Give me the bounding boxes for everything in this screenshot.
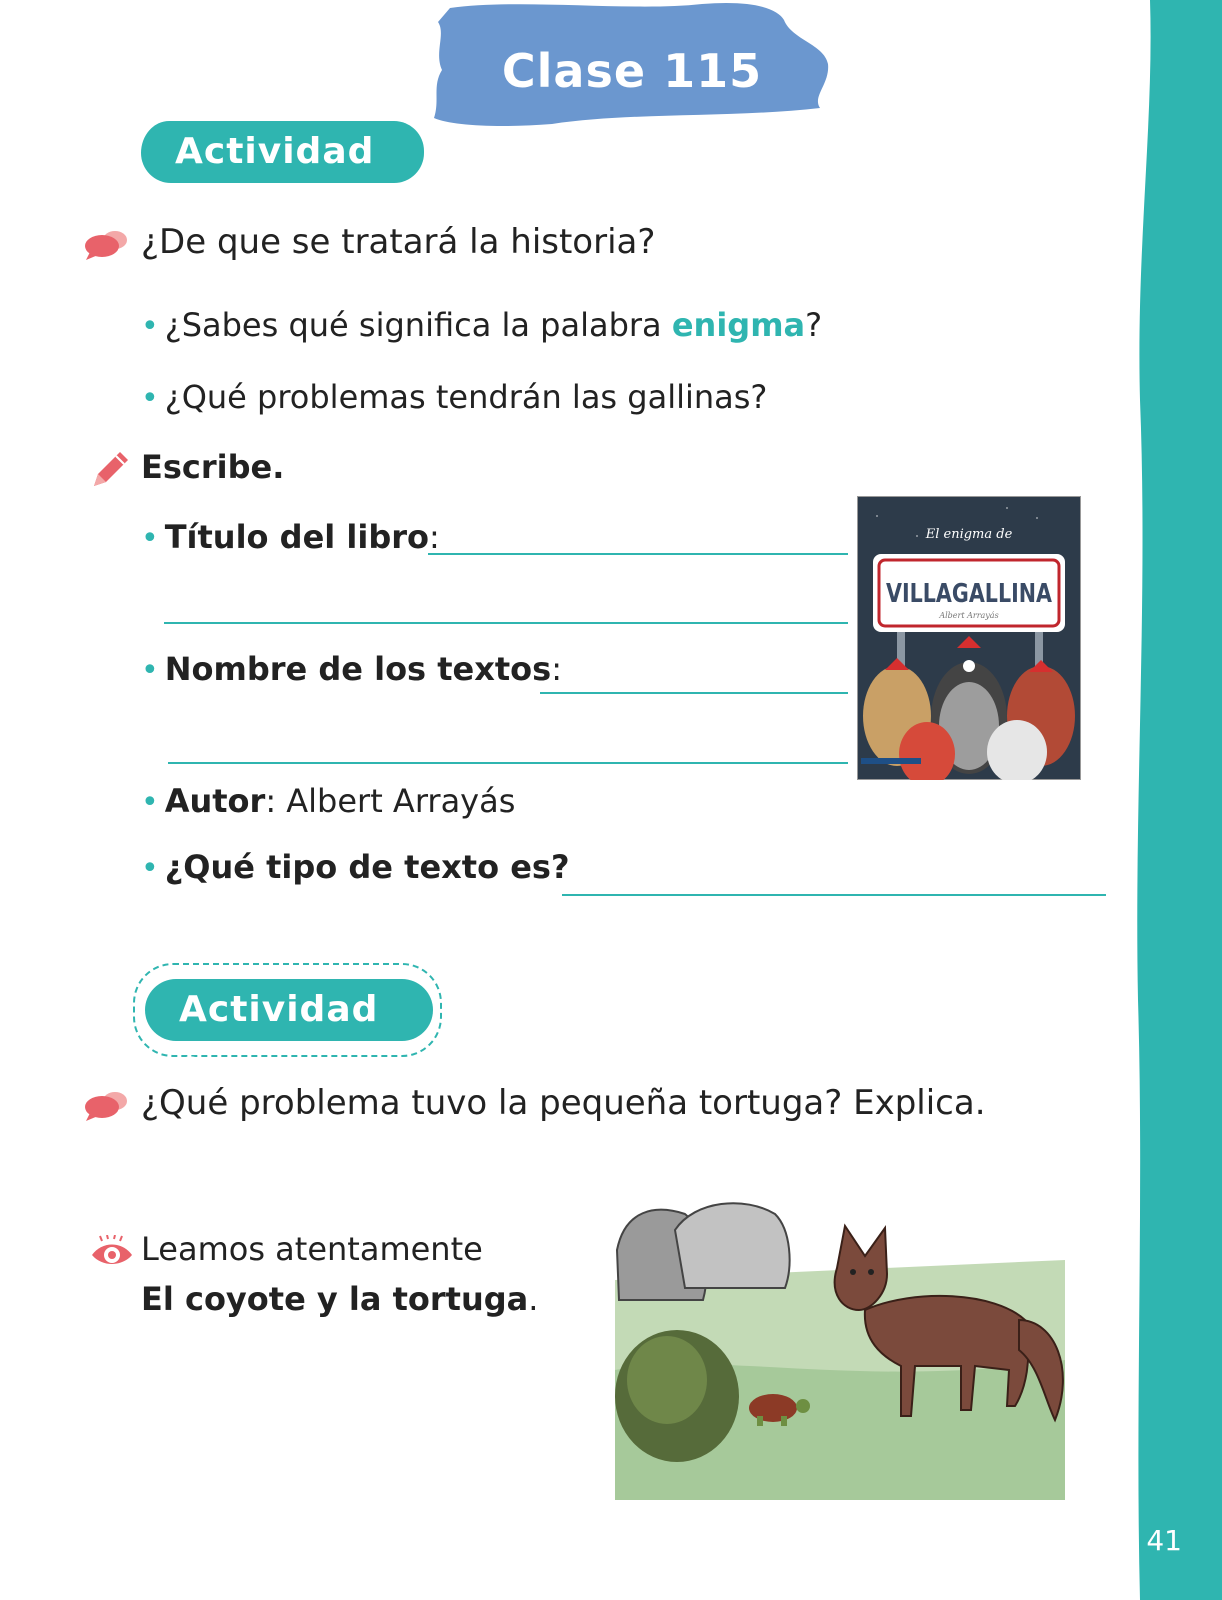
cover-sign-text: VILLAGALLINA <box>886 579 1052 609</box>
field-sep: : <box>265 782 287 820</box>
read-instruction: Leamos atentamente <box>141 1230 483 1268</box>
class-title: Clase 115 <box>501 44 763 98</box>
story-period: . <box>528 1280 539 1318</box>
pencil-icon <box>88 448 132 492</box>
eye-icon <box>90 1235 134 1269</box>
field-text-type <box>141 848 570 886</box>
side-margin-strip <box>1130 0 1222 1600</box>
author-value: Albert Arrayás <box>286 782 516 820</box>
book-cover-image <box>857 496 1081 780</box>
bullet-dot: • <box>141 309 159 344</box>
field-author <box>141 782 515 820</box>
bullet-dot: • <box>141 785 159 820</box>
bullet-enigma <box>141 306 822 344</box>
story-title-line <box>141 1280 538 1318</box>
field-colon: : <box>551 650 562 688</box>
texts-name-answer-line-2[interactable] <box>168 762 848 764</box>
speech-bubbles-icon <box>82 228 132 262</box>
activity-2-question: ¿Qué problema tuvo la pequeña tortuga? Explica. <box>141 1083 986 1123</box>
bullet-problems <box>141 378 767 416</box>
cover-top-text: El enigma de <box>925 527 1013 542</box>
book-title-answer-line-2[interactable] <box>164 622 848 624</box>
highlight-word: enigma <box>671 306 806 344</box>
activity-2-badge: Actividad 2 <box>145 979 433 1041</box>
coyote-turtle-illustration <box>615 1170 1065 1500</box>
field-book-title-label <box>141 518 440 556</box>
write-instruction: Escribe. <box>141 448 285 486</box>
text-type-answer-line[interactable] <box>562 894 1106 896</box>
bullet-dot: • <box>141 381 159 416</box>
texts-name-answer-line-1[interactable] <box>540 692 848 694</box>
page-number: 41 <box>1146 1524 1182 1557</box>
bullet-dot: • <box>141 851 159 886</box>
bullet-text-end: ? <box>805 306 823 344</box>
bullet-text: ¿Qué problemas tendrán las gallinas? <box>164 378 768 416</box>
bullet-dot: • <box>141 653 159 688</box>
activity-1-question: ¿De que se tratará la historia? <box>141 222 656 262</box>
activity-1-badge: Actividad 1 <box>141 121 424 183</box>
field-colon: : <box>429 518 440 556</box>
cover-author-small: Albert Arrayás <box>939 611 999 620</box>
book-title-answer-line-1[interactable] <box>428 553 848 555</box>
field-label: ¿Qué tipo de texto es? <box>164 848 570 886</box>
bullet-dot: • <box>141 521 159 556</box>
story-title: El coyote y la tortuga <box>141 1280 529 1318</box>
field-label: Título del libro <box>164 518 429 556</box>
field-texts-name-label <box>141 650 562 688</box>
speech-bubbles-icon <box>82 1089 132 1123</box>
field-label: Autor <box>164 782 266 820</box>
bullet-text: ¿Sabes qué significa la palabra <box>164 306 672 344</box>
field-label: Nombre de los textos <box>164 650 552 688</box>
